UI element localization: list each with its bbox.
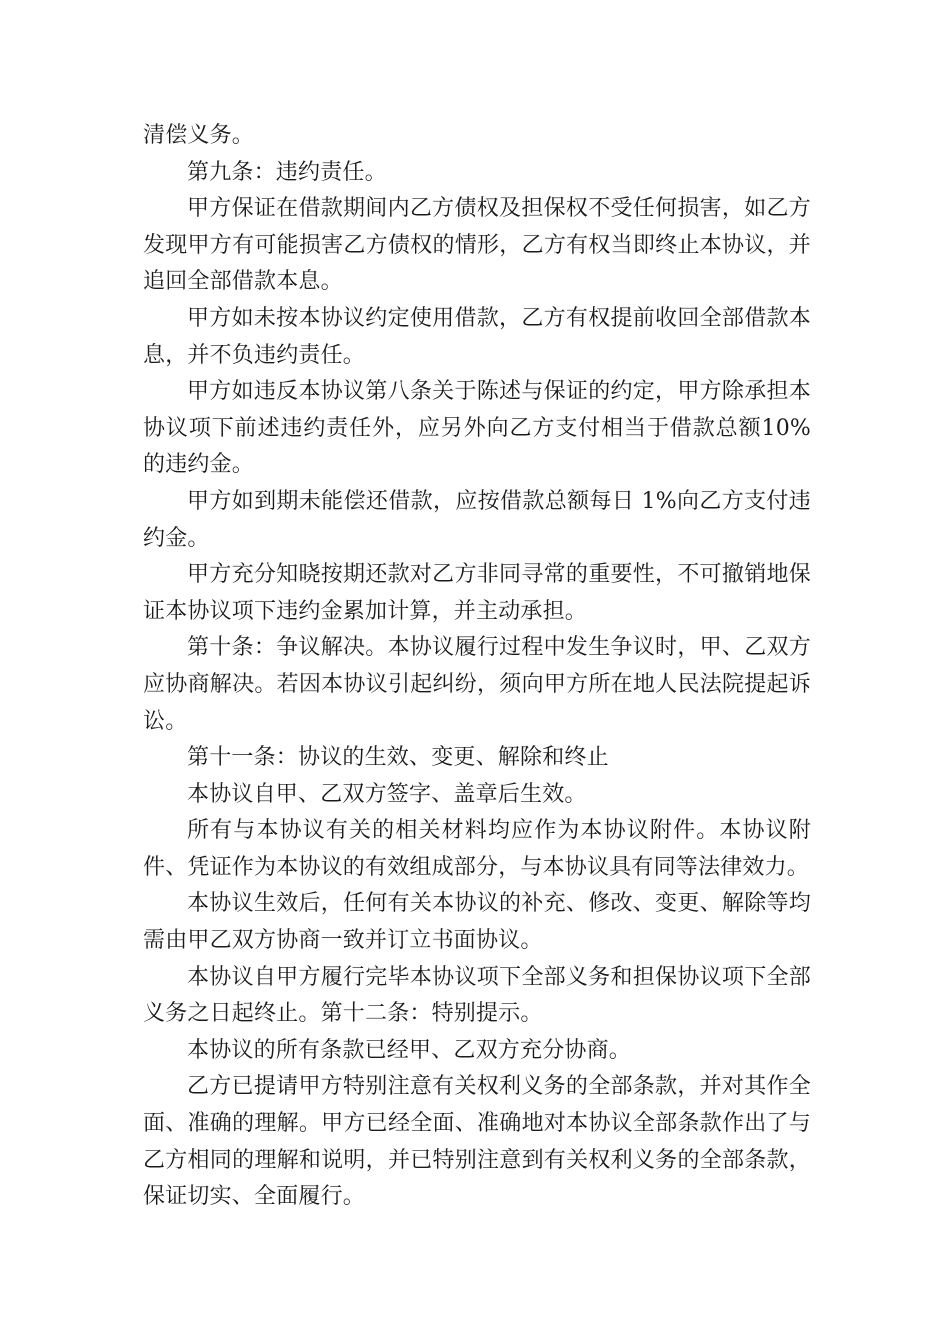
paragraph-10: 本协议自甲、乙双方签字、盖章后生效。 [187,781,587,807]
paragraph-12: 本协议生效后，任何有关本协议的补充、修改、变更、解除等均需由甲乙双方协商一致并订立书面协议。 [143,891,811,954]
paragraph-1: 清偿义务。 [143,123,255,148]
document-page [143,118,811,1216]
clause-10-paragraph: 第十条：争议解决。本协议履行过程中发生争议时，甲、乙双方应协商解决。若因本协议引起纠纷，须向甲方所在地人民法院提起诉讼。 [143,635,811,734]
paragraph-11: 所有与本协议有关的相关材料均应作为本协议附件。本协议附件、凭证作为本协议的有效组成部分，与本协议具有同等法律效力。 [143,818,811,880]
paragraph-4: 甲方如未按本协议约定使用借款，乙方有权提前收回全部借款本息，并不负违约责任。 [143,305,811,368]
paragraph-15: 乙方已提请甲方特别注意有关权利义务的全部条款，并对其作全面、准确的理解。甲方已经全面、准确地对本协议全部条款作出了与乙方相同的理解和说明，并已特别注意到有关权利义务的全部条款，保证切实、全面履行。 [143,1074,811,1210]
clause-9-heading: 第九条：违约责任。 [187,159,387,185]
clause-11-heading: 第十一条：协议的生效、变更、解除和终止 [187,745,609,771]
paragraph-14: 本协议的所有条款已经甲、乙双方充分协商。 [187,1037,632,1063]
paragraph-6: 甲方如到期未能偿还借款，应按借款总额每日 1%向乙方支付违约金。 [143,488,811,551]
paragraph-7: 甲方充分知晓按期还款对乙方非同寻常的重要性，不可撤销地保证本协议项下违约金累加计算，并主动承担。 [143,562,811,624]
paragraph-3: 甲方保证在借款期间内乙方债权及担保权不受任何损害，如乙方发现甲方有可能损害乙方债权的情形，乙方有权当即终止本协议，并追回全部借款本息。 [143,196,811,295]
paragraph-13: 本协议自甲方履行完毕本协议项下全部义务和担保协议项下全部义务之日起终止。第十二条：特别提示。 [143,964,811,1027]
paragraph-5: 甲方如违反本协议第八条关于陈述与保证的约定，甲方除承担本协议项下前述违约责任外，应另外向乙方支付相当于借款总额10%的违约金。 [143,379,811,478]
